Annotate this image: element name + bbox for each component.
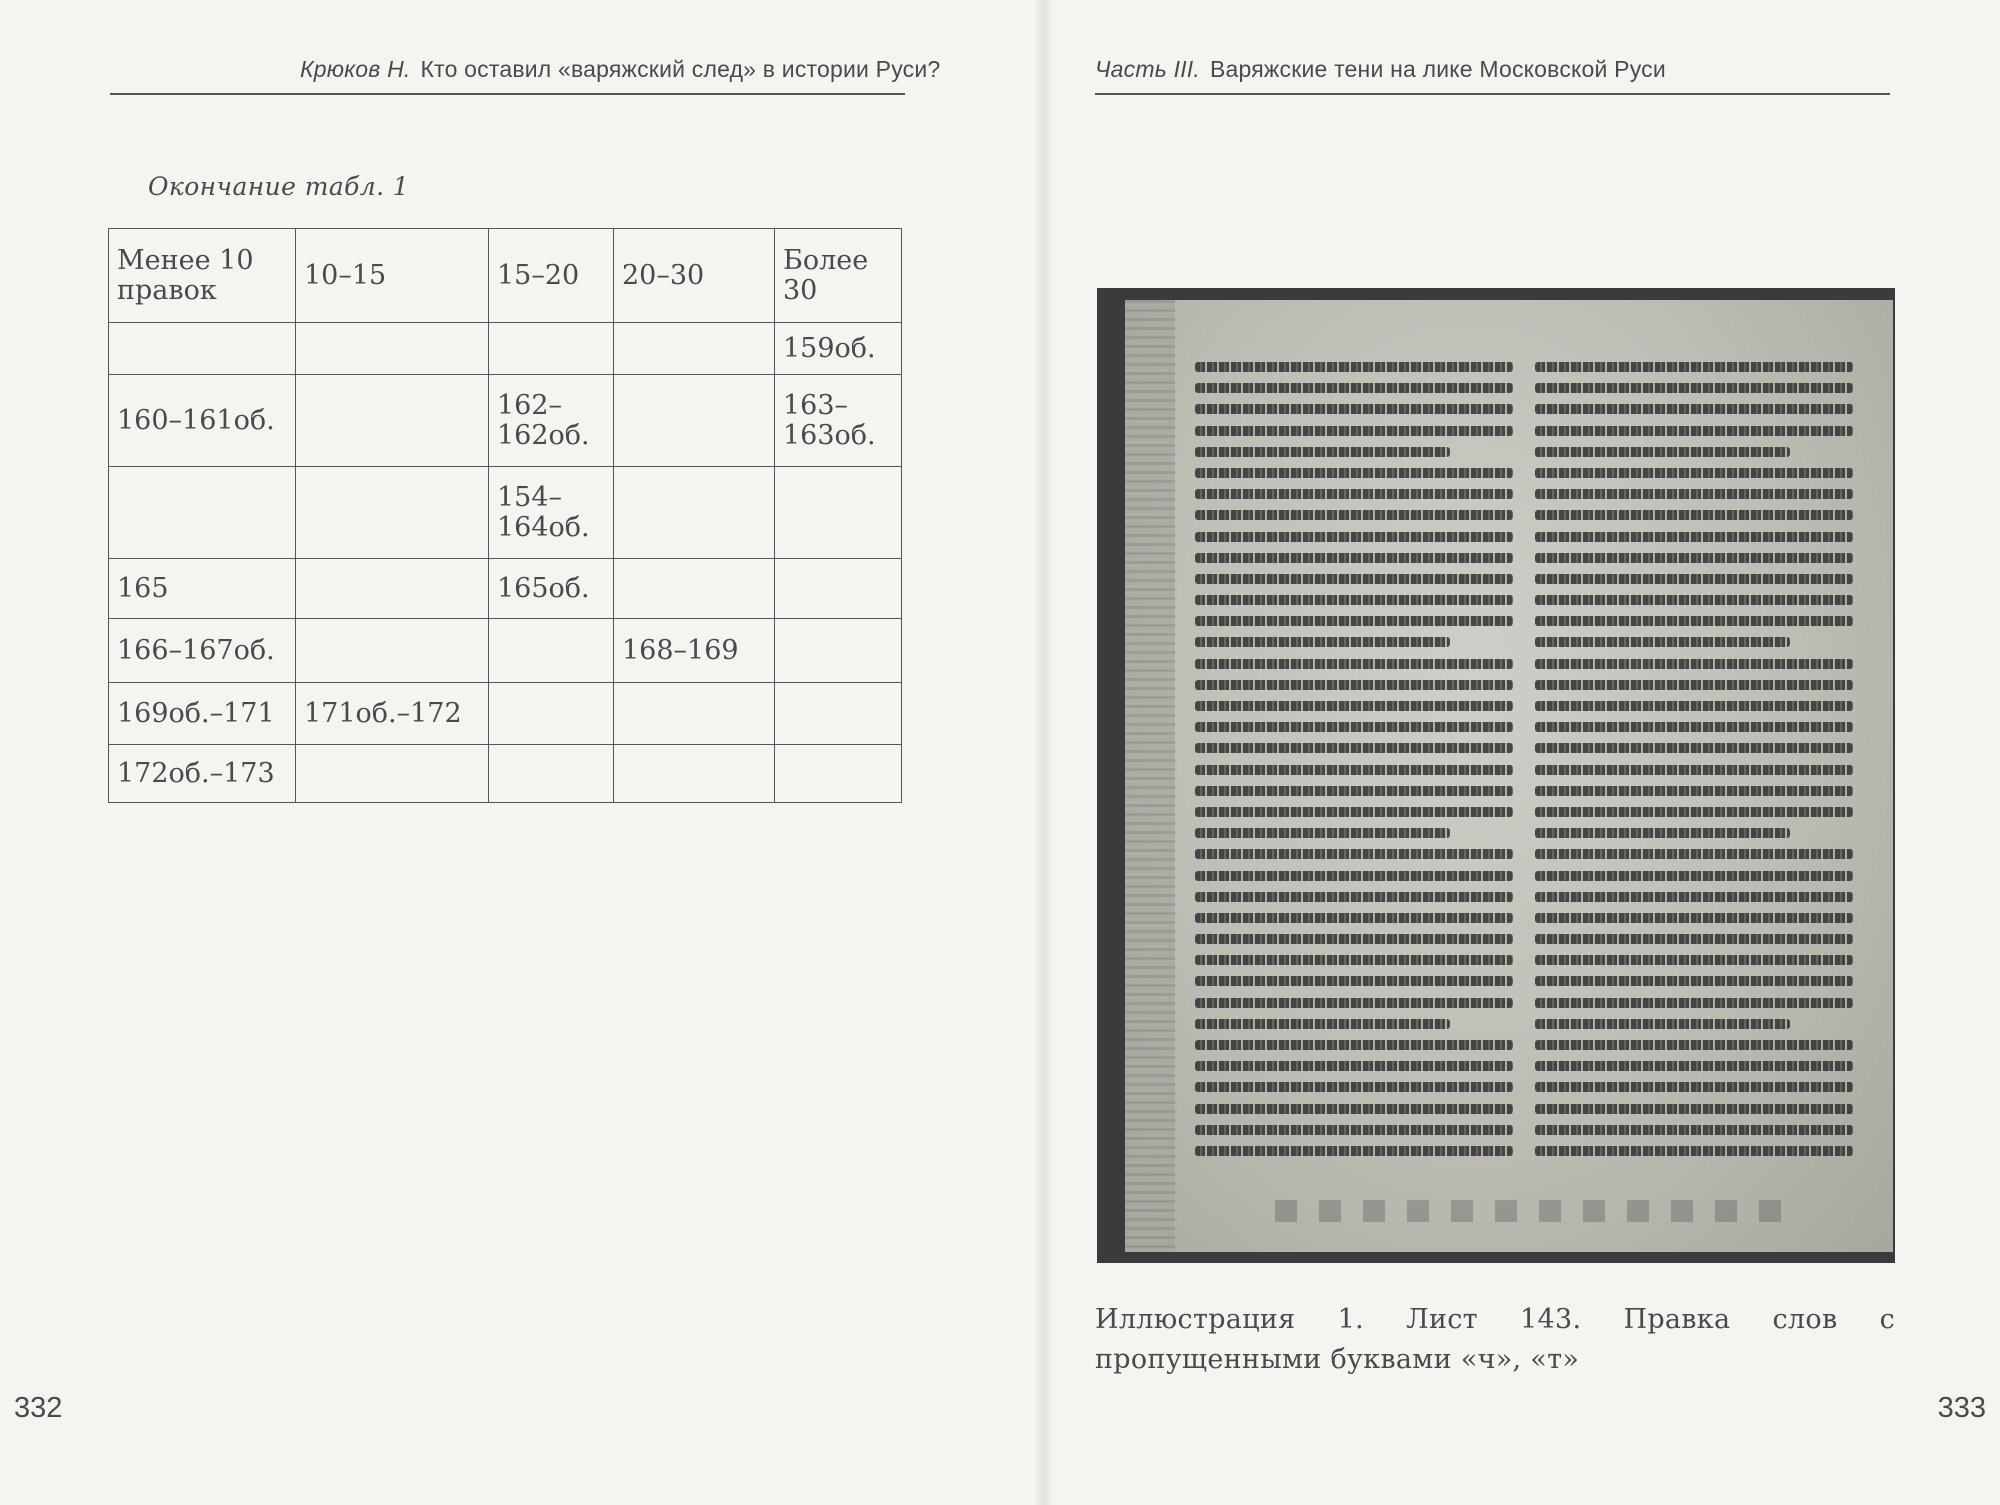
table-row bbox=[109, 745, 902, 803]
manuscript-script-line bbox=[1535, 510, 1853, 520]
manuscript-script-line bbox=[1535, 1061, 1853, 1071]
manuscript-script-line bbox=[1195, 468, 1513, 478]
manuscript-script-line bbox=[1195, 934, 1513, 944]
manuscript-script-line bbox=[1195, 1040, 1513, 1050]
manuscript-script-line bbox=[1535, 680, 1853, 690]
running-head-part-title: Варяжские тени на лике Московской Руси bbox=[1209, 56, 1666, 82]
manuscript-script-line bbox=[1535, 807, 1853, 817]
manuscript-text-column-left bbox=[1195, 362, 1513, 1156]
table-cell bbox=[775, 619, 902, 683]
table-caption: Окончание табл. 1 bbox=[148, 172, 410, 201]
manuscript-script-line bbox=[1535, 532, 1853, 542]
manuscript-script-line bbox=[1195, 362, 1513, 372]
manuscript-script-line bbox=[1535, 892, 1853, 902]
running-head-right bbox=[1095, 56, 1666, 83]
illustration-caption: Иллюстрация 1. Лист 143. Правка слов с пропущенными буквами «ч», «т» bbox=[1095, 1304, 1895, 1375]
table-cell: 166–167об. bbox=[109, 619, 296, 683]
table-cell bbox=[296, 619, 489, 683]
table-cell: 168–169 bbox=[614, 619, 775, 683]
manuscript-script-line bbox=[1535, 701, 1853, 711]
manuscript-script-line bbox=[1195, 1082, 1513, 1092]
manuscript-script-line bbox=[1535, 1019, 1790, 1029]
manuscript-script-line bbox=[1535, 828, 1790, 838]
table-cell: 165 bbox=[109, 559, 296, 619]
table-cell bbox=[775, 683, 902, 745]
manuscript-script-line bbox=[1535, 489, 1853, 499]
manuscript-script-line bbox=[1195, 426, 1513, 436]
manuscript-script-line bbox=[1195, 976, 1513, 986]
manuscript-script-line bbox=[1535, 447, 1790, 457]
table-cell bbox=[296, 467, 489, 559]
column-header: 20–30 bbox=[614, 229, 775, 323]
table-row bbox=[109, 559, 902, 619]
manuscript-script-line bbox=[1535, 934, 1853, 944]
running-head-left bbox=[300, 56, 940, 83]
manuscript-script-line bbox=[1535, 722, 1853, 732]
manuscript-script-line bbox=[1535, 1040, 1853, 1050]
manuscript-script-line bbox=[1195, 722, 1513, 732]
manuscript-script-line bbox=[1195, 743, 1513, 753]
manuscript-script-line bbox=[1535, 976, 1853, 986]
table-cell: 154–164об. bbox=[489, 467, 614, 559]
manuscript-script-line bbox=[1195, 828, 1450, 838]
book-gutter bbox=[1036, 0, 1052, 1505]
manuscript-script-line bbox=[1195, 1146, 1513, 1156]
manuscript-script-line bbox=[1195, 1104, 1513, 1114]
table-cell bbox=[775, 467, 902, 559]
table-row bbox=[109, 467, 902, 559]
manuscript-script-line bbox=[1535, 383, 1853, 393]
manuscript-script-line bbox=[1535, 913, 1853, 923]
manuscript-script-line bbox=[1195, 1019, 1450, 1029]
table-cell bbox=[775, 559, 902, 619]
manuscript-script-line bbox=[1195, 1125, 1513, 1135]
table-cell: 159об. bbox=[775, 323, 902, 375]
table-cell bbox=[296, 745, 489, 803]
table-header-row bbox=[109, 229, 902, 323]
column-header: 10–15 bbox=[296, 229, 489, 323]
table-cell bbox=[614, 375, 775, 467]
manuscript-script-line bbox=[1535, 871, 1853, 881]
manuscript-script-line bbox=[1535, 659, 1853, 669]
manuscript-script-line bbox=[1195, 680, 1513, 690]
table-cell: 165об. bbox=[489, 559, 614, 619]
manuscript-script-line bbox=[1195, 998, 1513, 1008]
table-cell bbox=[489, 619, 614, 683]
manuscript-script-line bbox=[1195, 807, 1513, 817]
running-head-part: Часть III. bbox=[1095, 56, 1200, 82]
manuscript-script-line bbox=[1195, 1061, 1513, 1071]
edits-table bbox=[108, 228, 902, 803]
manuscript-script-line bbox=[1535, 1146, 1853, 1156]
manuscript-leaf bbox=[1125, 300, 1893, 1252]
table-row bbox=[109, 619, 902, 683]
page-number-right: 333 bbox=[1937, 1392, 1986, 1424]
running-head-author: Крюков Н. bbox=[300, 56, 411, 82]
manuscript-script-line bbox=[1535, 1125, 1853, 1135]
table-cell bbox=[489, 683, 614, 745]
manuscript-text-column-right bbox=[1535, 362, 1853, 1156]
manuscript-script-line bbox=[1535, 955, 1853, 965]
manuscript-script-line bbox=[1195, 659, 1513, 669]
table-row bbox=[109, 375, 902, 467]
manuscript-script-line bbox=[1195, 892, 1513, 902]
manuscript-script-line bbox=[1195, 637, 1450, 647]
table-cell bbox=[614, 323, 775, 375]
table-row bbox=[109, 323, 902, 375]
manuscript-script-line bbox=[1535, 574, 1853, 584]
manuscript-bleed-through bbox=[1275, 1200, 1795, 1222]
manuscript-script-line bbox=[1535, 849, 1853, 859]
table-cell: 160–161об. bbox=[109, 375, 296, 467]
table-row bbox=[109, 683, 902, 745]
manuscript-script-line bbox=[1195, 913, 1513, 923]
manuscript-script-line bbox=[1535, 553, 1853, 563]
manuscript-script-line bbox=[1535, 468, 1853, 478]
table-cell bbox=[109, 467, 296, 559]
manuscript-script-line bbox=[1535, 1082, 1853, 1092]
manuscript-script-line bbox=[1535, 595, 1853, 605]
manuscript-script-line bbox=[1195, 616, 1513, 626]
manuscript-script-line bbox=[1195, 955, 1513, 965]
table-cell bbox=[775, 745, 902, 803]
table-cell bbox=[296, 559, 489, 619]
manuscript-script-line bbox=[1195, 489, 1513, 499]
manuscript-script-line bbox=[1535, 404, 1853, 414]
table-cell bbox=[489, 323, 614, 375]
manuscript-script-line bbox=[1195, 553, 1513, 563]
manuscript-script-line bbox=[1195, 849, 1513, 859]
table-cell: 169об.–171 bbox=[109, 683, 296, 745]
header-rule-right bbox=[1095, 93, 1890, 95]
manuscript-script-line bbox=[1195, 447, 1450, 457]
manuscript-script-line bbox=[1535, 426, 1853, 436]
table-cell bbox=[109, 323, 296, 375]
manuscript-script-line bbox=[1195, 383, 1513, 393]
table-cell bbox=[614, 467, 775, 559]
page-number-left: 332 bbox=[14, 1392, 63, 1424]
table-cell bbox=[614, 683, 775, 745]
manuscript-script-line bbox=[1195, 574, 1513, 584]
manuscript-script-line bbox=[1535, 743, 1853, 753]
column-header: Менее 10 правок bbox=[109, 229, 296, 323]
manuscript-script-line bbox=[1535, 765, 1853, 775]
manuscript-script-line bbox=[1535, 637, 1790, 647]
manuscript-script-line bbox=[1195, 404, 1513, 414]
table-cell: 172об.–173 bbox=[109, 745, 296, 803]
manuscript-photo bbox=[1097, 288, 1895, 1263]
manuscript-script-line bbox=[1535, 1104, 1853, 1114]
manuscript-script-line bbox=[1535, 786, 1853, 796]
manuscript-script-line bbox=[1195, 871, 1513, 881]
table-cell bbox=[614, 745, 775, 803]
table-cell bbox=[614, 559, 775, 619]
manuscript-script-line bbox=[1195, 510, 1513, 520]
column-header: 15–20 bbox=[489, 229, 614, 323]
manuscript-script-line bbox=[1535, 362, 1853, 372]
manuscript-script-line bbox=[1195, 701, 1513, 711]
manuscript-script-line bbox=[1195, 765, 1513, 775]
manuscript-script-line bbox=[1535, 616, 1853, 626]
header-rule-left bbox=[110, 93, 905, 95]
table-cell bbox=[296, 375, 489, 467]
running-head-book-title: Кто оставил «варяжский след» в истории Руси? bbox=[420, 56, 941, 82]
manuscript-script-line bbox=[1535, 998, 1853, 1008]
table-cell: 163–163об. bbox=[775, 375, 902, 467]
manuscript-script-line bbox=[1195, 786, 1513, 796]
manuscript-script-line bbox=[1195, 595, 1513, 605]
table-cell bbox=[489, 745, 614, 803]
column-header: Более 30 bbox=[775, 229, 902, 323]
manuscript-script-line bbox=[1195, 532, 1513, 542]
table-cell bbox=[296, 323, 489, 375]
table-cell: 162–162об. bbox=[489, 375, 614, 467]
table-cell: 171об.–172 bbox=[296, 683, 489, 745]
